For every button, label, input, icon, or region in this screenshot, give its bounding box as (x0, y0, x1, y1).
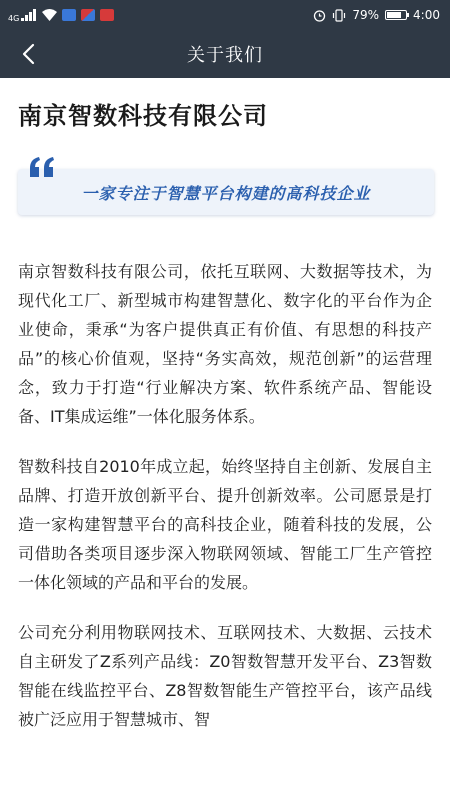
chevron-left-icon (21, 43, 35, 65)
clock: 4:00 (413, 8, 440, 22)
mail-app-icon (100, 9, 114, 21)
battery-fill (387, 12, 401, 18)
status-left (8, 8, 114, 23)
battery-percent: 79% (352, 8, 380, 22)
status-bar (0, 0, 450, 30)
page-title: 关于我们 (187, 45, 263, 66)
wifi-icon (42, 9, 57, 21)
quote-icon (28, 157, 56, 177)
title-bar (0, 30, 450, 78)
intro-paragraph-2: 智数科技自2010年成立起，始终坚持自主创新、发展自主品牌、打造开放创新平台、提升创新效率。公司愿景是打造一家构建智慧平台的高科技企业，随着科技的发展，公司借助各类项目逐步深入物联网领域、智能工厂生产管控一体化领域的产品和平台的发展。 (18, 457, 432, 592)
news-app-icon (81, 9, 95, 21)
network-type: 4G (8, 13, 20, 23)
back-button[interactable] (8, 34, 48, 74)
about-content[interactable] (0, 78, 450, 800)
slogan-box (18, 157, 434, 219)
alarm-icon (313, 9, 326, 22)
intro-paragraph-1: 南京智数科技有限公司，依托互联网、大数据等技术，为现代化工厂、新型城市构建智慧化、数字化的平台作为企业使命，秉承“为客户提供真正有价值、有思想的科技产品”的核心价值观，坚持“务实高效，规范创新”的运营理念，致力于打造“行业解决方案、软件系统产品、智能设备、IT集成运维”一体化服务体系。 (18, 262, 432, 426)
intro-paragraph-3: 公司充分利用物联网技术、互联网技术、大数据、云技术自主研发了Z系列产品线：Z0智数智慧开发平台、Z3智数智能在线监控平台、Z8智数智能生产管控平台，该产品线被广泛应用于智慧城市、智 (18, 623, 432, 729)
slogan-panel (18, 169, 434, 215)
battery-icon (385, 10, 407, 20)
signal-icon (21, 9, 37, 21)
company-name: 南京智数科技有限公司 (18, 102, 268, 130)
slogan-text: 一家专注于智慧平台构建的高科技企业 (81, 183, 371, 203)
status-right (313, 8, 440, 22)
shield-app-icon (62, 9, 76, 21)
vibrate-icon (332, 9, 346, 22)
